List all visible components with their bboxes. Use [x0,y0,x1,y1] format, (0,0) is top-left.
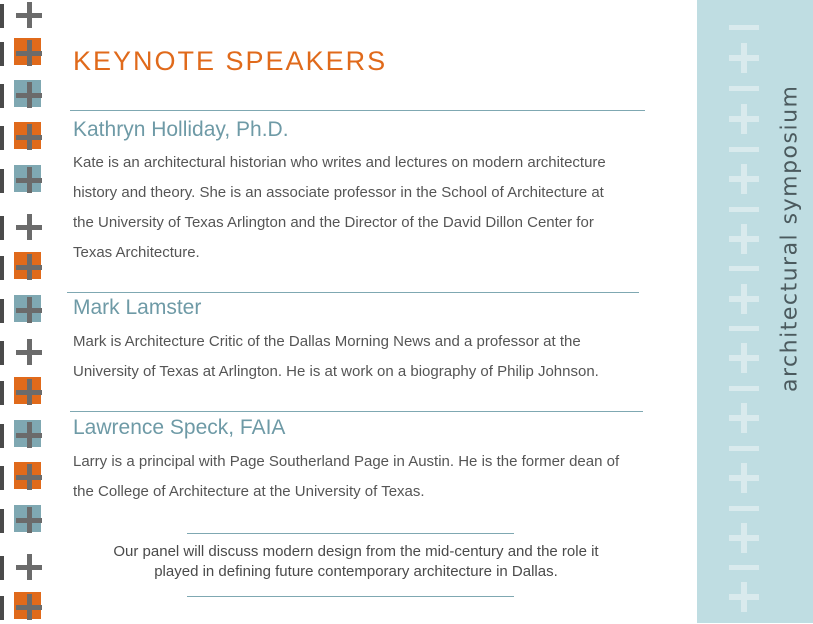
plus-icon [729,104,759,134]
divider [187,533,514,534]
panel-dash [729,147,759,152]
strip-item [0,337,46,369]
bio-line: the College of Architecture at the University of Texas. [73,483,425,500]
side-panel-title: architectural symposium [777,84,803,392]
speaker-bio [73,447,688,507]
plus-icon [16,339,42,365]
plus-icon [16,124,42,150]
plus-icon [16,2,42,28]
panel-dash [729,266,759,271]
plus-icon [16,40,42,66]
speaker-name: Mark Lamster [73,296,202,319]
strip-item [0,505,46,537]
plus-icon [729,463,759,493]
speaker-name: Lawrence Speck, FAIA [73,416,286,439]
closing-statement [78,542,634,582]
speaker-name: Kathryn Holliday, Ph.D. [73,118,289,141]
panel-dash [729,326,759,331]
plus-icon [729,403,759,433]
closing-line: Our panel will discuss modern design from the mid-century and the role it [113,543,599,560]
divider [67,292,639,293]
strip-item [0,212,46,244]
plus-icon [729,523,759,553]
plus-icon [729,582,759,612]
page-title: KEYNOTE SPEAKERS [73,46,388,76]
panel-dash [729,506,759,511]
panel-dash [729,207,759,212]
plus-icon [16,82,42,108]
plus-icon [729,43,759,73]
plus-icon [729,164,759,194]
strip-item [0,552,46,584]
plus-icon [16,167,42,193]
plus-icon [16,554,42,580]
panel-dash [729,446,759,451]
plus-icon [729,224,759,254]
strip-item [0,462,46,494]
strip-item [0,165,46,197]
strip-item [0,420,46,452]
bio-line: the University of Texas Arlington and the Director of the David Dillon Center for [73,214,594,231]
plus-icon [729,284,759,314]
plus-icon [16,507,42,533]
speaker-bio [73,148,683,268]
plus-icon [16,297,42,323]
bio-line: history and theory. She is an associate professor in the School of Architecture at [73,184,604,201]
plus-icon [16,594,42,620]
plus-icon [16,379,42,405]
divider [70,110,645,111]
plus-icon [16,214,42,240]
plus-icon [16,422,42,448]
bio-line: Larry is a principal with Page Southerland Page in Austin. He is the former dean of [73,453,620,470]
bio-line: Texas Architecture. [73,244,200,261]
plus-icon [16,464,42,490]
divider [70,411,643,412]
strip-item [0,592,46,624]
plus-icon [729,343,759,373]
strip-item [0,252,46,284]
panel-dash [729,565,759,570]
speaker-bio [73,327,683,387]
strip-item [0,0,46,32]
divider [187,596,514,597]
panel-dash [729,86,759,91]
bio-line: University of Texas at Arlington. He is at work on a biography of Philip Johnson. [73,363,599,380]
strip-item [0,38,46,70]
plus-icon [16,254,42,280]
left-decorative-strip [0,0,50,623]
closing-line: played in defining future contemporary architecture in Dallas. [154,563,558,580]
strip-item [0,80,46,112]
panel-dash [729,25,759,30]
strip-item [0,295,46,327]
bio-line: Mark is Architecture Critic of the Dallas Morning News and a professor at the [73,333,581,350]
panel-dash [729,386,759,391]
strip-item [0,377,46,409]
strip-item [0,122,46,154]
bio-line: Kate is an architectural historian who writes and lectures on modern architecture [73,154,606,171]
